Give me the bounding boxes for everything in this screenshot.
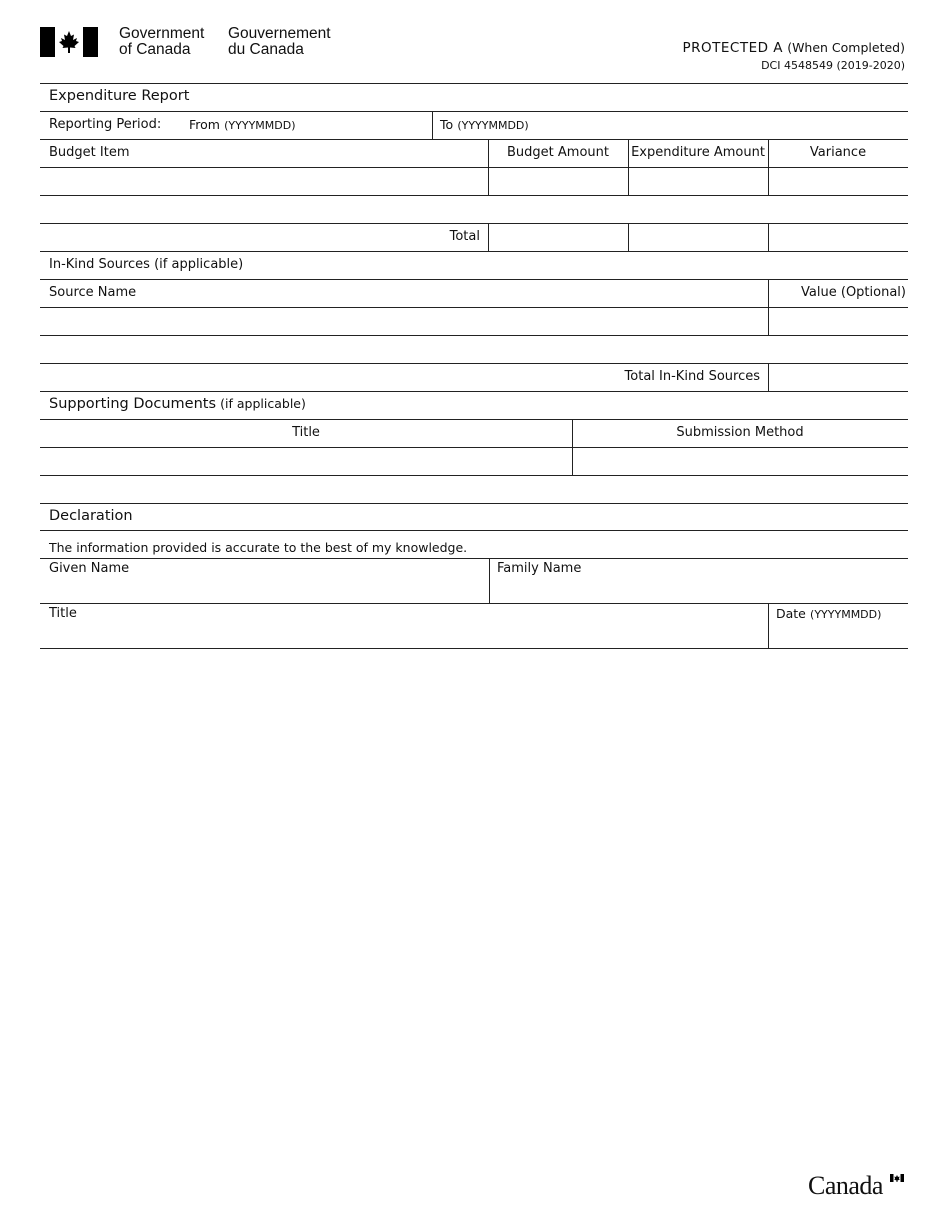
expenditure-amount-input[interactable] xyxy=(629,168,767,194)
section-title-expenditure: Expenditure Report xyxy=(49,88,190,104)
gov-fr-line1: Gouvernement xyxy=(228,25,331,42)
total-label: Total xyxy=(449,229,480,244)
reporting-period-label: Reporting Period: xyxy=(49,117,162,132)
to-label xyxy=(440,117,529,134)
add-inkind-row-area[interactable] xyxy=(41,336,907,362)
rule xyxy=(40,503,908,504)
date-label-text: Date xyxy=(776,606,806,621)
title-input[interactable] xyxy=(41,623,767,647)
col-header-expenditure-amount: Expenditure Amount xyxy=(631,145,765,160)
add-row-area[interactable] xyxy=(41,196,907,222)
title-label: Title xyxy=(49,606,77,621)
submission-method-input[interactable] xyxy=(573,448,907,474)
gov-en-line2: of Canada xyxy=(119,41,191,58)
family-name-input[interactable] xyxy=(490,578,907,602)
col-header-budget-amount: Budget Amount xyxy=(507,145,609,160)
doc-title-input[interactable] xyxy=(41,448,571,474)
form-id: DCI 4548549 (2019-2020) xyxy=(761,59,905,72)
rule xyxy=(40,391,908,392)
gov-en-line1: Government xyxy=(119,25,205,42)
rule xyxy=(40,139,908,140)
variance-input[interactable] xyxy=(769,168,907,194)
protected-label xyxy=(682,40,905,57)
declaration-statement: The information provided is accurate to the best of my knowledge. xyxy=(49,540,468,555)
section-title-inkind: In-Kind Sources (if applicable) xyxy=(49,257,244,272)
to-label-text: To xyxy=(440,117,454,132)
rule xyxy=(40,530,908,531)
date-format: (YYYYMMDD) xyxy=(810,608,882,621)
canada-flag-icon xyxy=(40,27,98,57)
rule xyxy=(432,111,433,139)
given-name-input[interactable] xyxy=(41,578,487,602)
supporting-title-text: Supporting Documents xyxy=(49,396,217,412)
source-name-input[interactable] xyxy=(41,308,767,334)
date-label xyxy=(776,606,881,623)
government-of-canada-signature xyxy=(40,26,340,62)
total-budget-amount-input[interactable] xyxy=(489,224,627,250)
section-title-declaration: Declaration xyxy=(49,508,133,524)
rule xyxy=(40,251,908,252)
protected-sub: (When Completed) xyxy=(787,40,905,55)
protected-main: PROTECTED A xyxy=(682,40,784,56)
from-format: (YYYYMMDD) xyxy=(224,119,296,132)
col-header-source-name: Source Name xyxy=(49,285,137,300)
rule xyxy=(40,83,908,84)
total-expenditure-amount-input[interactable] xyxy=(629,224,767,250)
total-variance-input[interactable] xyxy=(769,224,907,250)
section-title-supporting xyxy=(49,396,306,413)
col-header-variance: Variance xyxy=(809,145,867,160)
rule xyxy=(40,279,908,280)
rule xyxy=(40,558,908,559)
total-inkind-input[interactable] xyxy=(769,364,907,390)
given-name-label: Given Name xyxy=(49,561,130,576)
add-doc-row-area[interactable] xyxy=(41,476,907,502)
canada-wordmark xyxy=(808,1170,908,1202)
budget-item-input[interactable] xyxy=(41,168,487,194)
source-value-input[interactable] xyxy=(769,308,907,334)
supporting-title-note: (if applicable) xyxy=(220,396,306,411)
col-header-budget-item: Budget Item xyxy=(49,145,130,160)
rule xyxy=(40,419,908,420)
to-date-input[interactable] xyxy=(548,112,906,138)
col-header-doc-title: Title xyxy=(292,425,320,440)
canada-wordmark-flag-icon xyxy=(890,1174,904,1182)
from-date-input[interactable] xyxy=(310,112,430,138)
rule xyxy=(40,648,908,649)
to-format: (YYYYMMDD) xyxy=(457,119,529,132)
date-input[interactable] xyxy=(769,623,907,647)
from-label xyxy=(189,117,296,134)
family-name-label: Family Name xyxy=(497,561,582,576)
budget-amount-input[interactable] xyxy=(489,168,627,194)
total-inkind-label: Total In-Kind Sources xyxy=(624,369,760,384)
from-label-text: From xyxy=(189,117,220,132)
col-header-submission-method: Submission Method xyxy=(676,425,804,440)
gov-fr-line2: du Canada xyxy=(228,41,304,58)
canada-wordmark-text: Canada xyxy=(808,1171,883,1200)
col-header-value: Value (Optional) xyxy=(801,285,906,300)
rule xyxy=(40,603,908,604)
